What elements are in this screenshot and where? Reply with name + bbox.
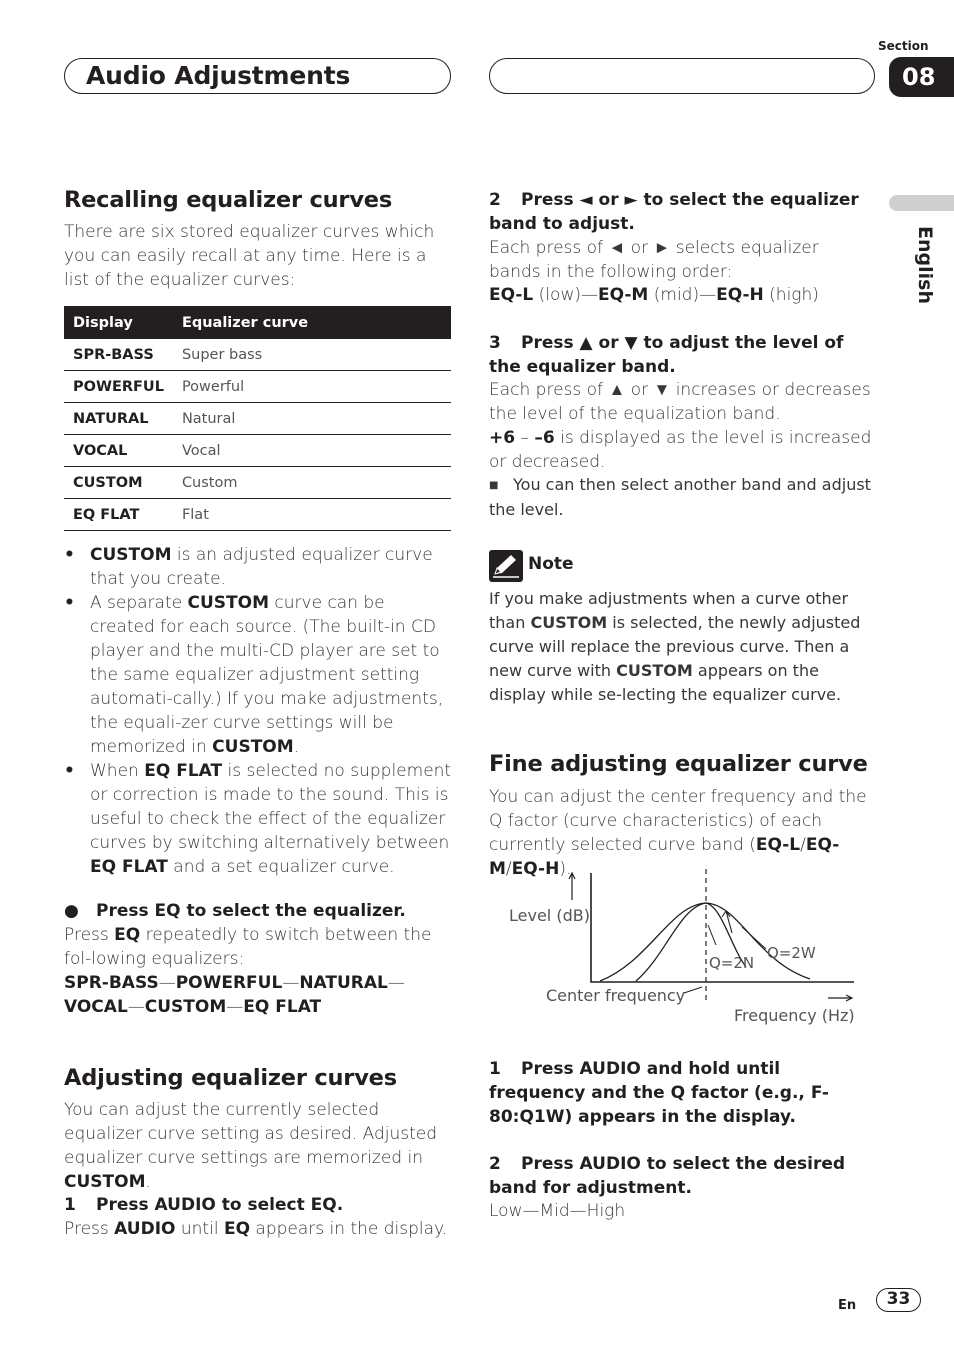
square-bullet-icon: ■ xyxy=(489,480,499,491)
bold-term: EQ-L xyxy=(755,835,801,855)
text-run: / xyxy=(505,859,512,879)
q2w-leader xyxy=(742,927,766,949)
step-text: Press AUDIO to select the desired band for adjustment. xyxy=(489,1154,846,1198)
equalizer-table xyxy=(64,306,451,531)
q2w-label: Q=2W xyxy=(767,944,816,962)
equalizer-sequence xyxy=(64,971,454,1019)
table-cell-display: VOCAL xyxy=(64,435,173,467)
fine-step-2-body: Low—Mid—High xyxy=(489,1201,626,1221)
bold-term: AUDIO xyxy=(114,1219,176,1239)
band-order xyxy=(489,283,874,307)
table-cell-curve: Super bass xyxy=(173,339,451,371)
sequence-item: CUSTOM xyxy=(144,997,227,1017)
level-axis-label: Level (dB) xyxy=(509,906,590,925)
bold-term: CUSTOM xyxy=(530,613,608,632)
step-text: Press ▲ or ▼ to adjust the level of the equalizer band. xyxy=(489,333,844,377)
step-number: 3 xyxy=(489,333,501,353)
tip-text xyxy=(489,473,874,522)
table-header: Equalizer curve xyxy=(173,306,451,339)
step-text: Press AUDIO and hold until frequency and the Q factor (e.g., F- 80:Q1W) appears in the display. xyxy=(489,1059,829,1127)
text-run: is an adjusted equalizer curve that you create. xyxy=(90,545,433,589)
sequence-sep: — xyxy=(226,997,244,1017)
table-cell-curve: Flat xyxy=(173,499,451,531)
text-run: . xyxy=(293,737,300,757)
bold-term: EQ FLAT xyxy=(144,761,223,781)
section-number: 08 xyxy=(889,57,954,97)
side-language-label: English xyxy=(914,226,936,304)
frequency-arrow-icon xyxy=(828,995,852,1001)
text-run: curve can be created for each source. (The built-in CD player and the multi-CD player are set to the same equalizer adjustment setting automati-cally.) If you make adjustments, the equali-zer curve settings will be memorized in xyxy=(90,593,444,757)
bold-term: +6 xyxy=(489,428,516,448)
fine-step-2 xyxy=(489,1152,874,1200)
list-item xyxy=(64,543,454,591)
text-run: and a set equalizer curve. xyxy=(167,857,395,877)
table-row xyxy=(64,467,451,499)
sequence-sep: — xyxy=(282,973,300,993)
sequence-item: EQ FLAT xyxy=(243,997,322,1017)
bold-term: EQ-M xyxy=(597,285,649,305)
step-text: Press AUDIO to select EQ. xyxy=(96,1195,344,1215)
step-number: 1 xyxy=(489,1059,501,1079)
adjust-step-3 xyxy=(489,331,874,379)
bold-term: EQ FLAT xyxy=(90,857,168,877)
center-frequency-label: Center frequency xyxy=(546,986,686,1005)
step-text: Press ◄ or ► to select the equalizer band to adjust. xyxy=(489,190,859,234)
table-cell-curve: Natural xyxy=(173,403,451,435)
bold-term: CUSTOM xyxy=(90,545,172,565)
bold-term: CUSTOM xyxy=(64,1172,146,1192)
bold-term: –6 xyxy=(534,428,555,448)
bold-term: EQ-H xyxy=(511,859,560,879)
table-row xyxy=(64,371,451,403)
center-leader xyxy=(684,987,702,993)
recall-heading: Recalling equalizer curves xyxy=(64,187,393,213)
text-run: (mid)— xyxy=(648,285,717,305)
side-tab xyxy=(889,195,954,211)
sequence-item: SPR-BASS xyxy=(64,973,159,993)
bold-term: CUSTOM xyxy=(212,737,294,757)
fine-heading: Fine adjusting equalizer curve xyxy=(489,751,868,777)
header-blank-frame xyxy=(489,58,875,94)
table-cell-display: POWERFUL xyxy=(64,371,173,403)
table-cell-display: NATURAL xyxy=(64,403,173,435)
table-cell-curve: Custom xyxy=(173,467,451,499)
sequence-item: POWERFUL xyxy=(175,973,283,993)
recall-intro: There are six stored equalizer curves which you can easily recall at any time. Here is a list of the equalizer curves: xyxy=(64,222,435,290)
note-pencil-icon xyxy=(489,550,523,582)
table-cell-curve: Powerful xyxy=(173,371,451,403)
text-run: appears on the display while se-lecting the equalizer curve. xyxy=(489,661,842,704)
adjust-heading: Adjusting equalizer curves xyxy=(64,1065,397,1091)
press-eq-step xyxy=(64,899,454,923)
note-body xyxy=(489,587,879,707)
note-label: Note xyxy=(528,554,574,574)
section-label: Section xyxy=(878,39,929,53)
q2n-label: Q=2N xyxy=(709,954,755,972)
table-header: Display xyxy=(64,306,173,339)
fine-step-1 xyxy=(489,1057,874,1129)
step-number: 2 xyxy=(489,1154,501,1174)
text-run: appears in the display. xyxy=(250,1219,448,1239)
page-number: 33 xyxy=(876,1288,921,1312)
adjust-step-2 xyxy=(489,188,874,236)
table-cell-display: SPR-BASS xyxy=(64,339,173,371)
step-number: 2 xyxy=(489,190,501,210)
footer-language: En xyxy=(838,1298,857,1313)
text-run: (low)— xyxy=(533,285,598,305)
adjust-step-1-body xyxy=(64,1217,454,1241)
text-run: You can then select another band and adjust the level. xyxy=(489,475,871,519)
text-run: (high) xyxy=(763,285,819,305)
text-run: You can adjust the center frequency and the Q factor (curve characteristics) of each currently selected curve band ( xyxy=(489,787,867,855)
frequency-axis-label: Frequency (Hz) xyxy=(734,1006,855,1025)
text-run: repeatedly to switch between the fol-lowing equalizers: xyxy=(64,925,432,969)
adjust-body xyxy=(64,1098,454,1194)
table-row xyxy=(64,403,451,435)
sequence-item: NATURAL xyxy=(299,973,388,993)
step-text: Press EQ to select the equalizer. xyxy=(96,901,406,921)
bold-term: CUSTOM xyxy=(187,593,269,613)
text-run: If you make adjustments when a curve other than xyxy=(489,589,849,632)
text-run: is selected no supplement or correction is made to the sound. This is useful to check the effect of the equalizer curves by switching alternatively between xyxy=(90,761,452,853)
text-run: is selected, the newly adjusted curve will replace the previous curve. Then a new curve with xyxy=(489,613,861,680)
text-run: is displayed as the level is increased or decreased. xyxy=(489,428,872,472)
bold-term: EQ-M xyxy=(489,835,840,879)
table-cell-curve: Vocal xyxy=(173,435,451,467)
table-row xyxy=(64,339,451,371)
sequence-sep: — xyxy=(127,997,145,1017)
list-item xyxy=(64,591,454,759)
list-item xyxy=(64,759,454,879)
table-header-row xyxy=(64,306,451,339)
text-run: . xyxy=(145,1172,151,1192)
text-run: Press xyxy=(64,1219,115,1239)
bold-term: EQ-L xyxy=(489,285,534,305)
custom-bullet-list xyxy=(64,543,454,879)
text-run: A separate xyxy=(90,593,188,613)
sequence-sep: — xyxy=(387,973,405,993)
filled-circle-bullet: ● xyxy=(64,901,79,921)
sequence-sep: — xyxy=(158,973,176,993)
step-number: 1 xyxy=(64,1195,76,1215)
text-run: / xyxy=(800,835,806,855)
level-arrow-icon xyxy=(569,873,575,900)
table-cell-display: EQ FLAT xyxy=(64,499,173,531)
text-run: When xyxy=(90,761,145,781)
adjust-step-3-body: Each press of ▲ or ▼ increases or decreases the level of the equalization band. xyxy=(489,380,871,424)
bold-term: EQ xyxy=(114,925,141,945)
table-row xyxy=(64,435,451,467)
text-run: You can adjust the currently selected equalizer curve setting as desired. Adjusted equalizer curve settings are memorized in xyxy=(64,1100,438,1168)
q2n-leader xyxy=(708,925,716,945)
page-title: Audio Adjustments xyxy=(86,61,351,90)
text-run: Press xyxy=(64,925,115,945)
adjust-step-2-body: Each press of ◄ or ► selects equalizer bands in the following order: xyxy=(489,238,819,282)
table-row xyxy=(64,499,451,531)
press-eq-body xyxy=(64,923,454,971)
level-range-text xyxy=(489,426,874,474)
bold-term: EQ-H xyxy=(716,285,764,305)
bold-term: CUSTOM xyxy=(616,661,693,680)
table-cell-display: CUSTOM xyxy=(64,467,173,499)
text-run: ). xyxy=(559,859,572,879)
sequence-item: VOCAL xyxy=(64,997,128,1017)
adjust-step-1 xyxy=(64,1193,454,1217)
text-run: – xyxy=(515,428,535,448)
text-run: until xyxy=(175,1219,224,1239)
bold-term: EQ xyxy=(223,1219,251,1239)
